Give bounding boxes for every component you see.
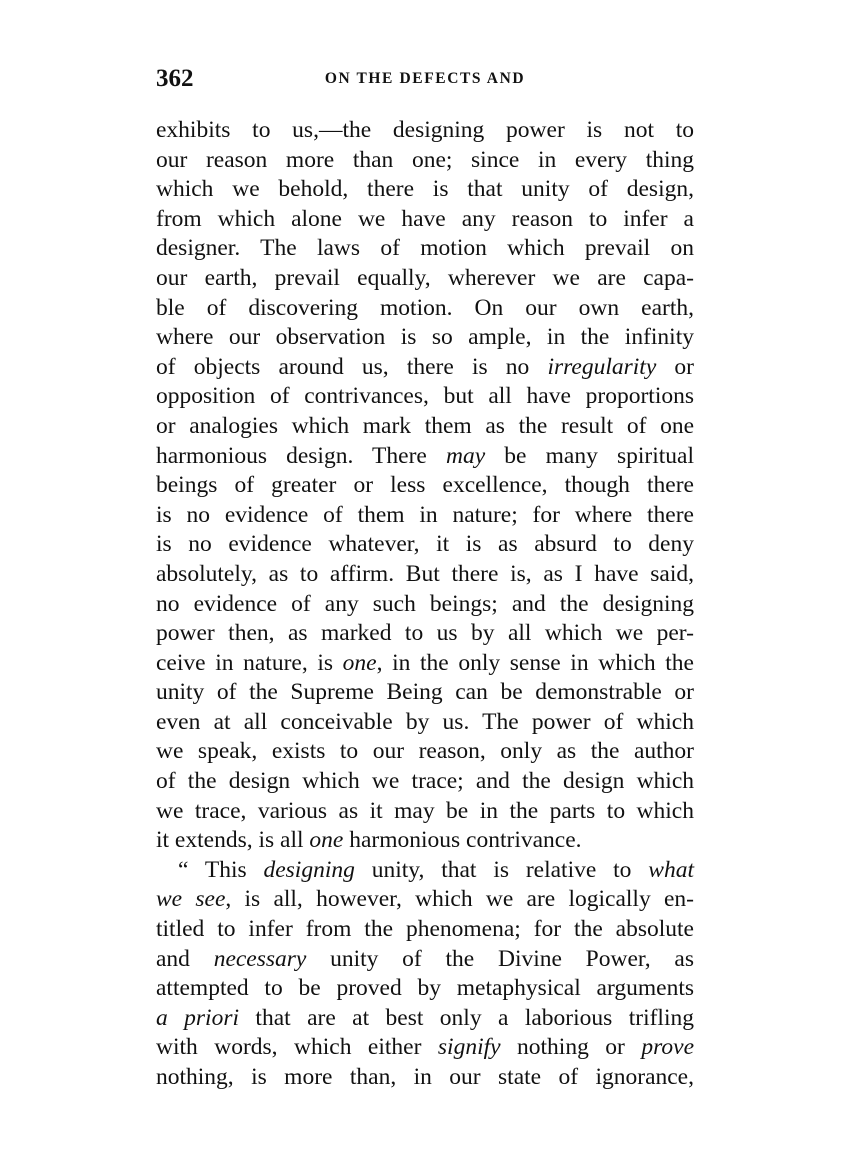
body-text	[156, 116, 694, 1093]
text-run: or	[656, 353, 695, 380]
text-run: from which alone we have any reason to infer a	[156, 205, 694, 232]
text-run: attempted to be proved by metaphysical arguments	[156, 975, 694, 1002]
text-line	[156, 885, 694, 915]
italic-text: prove	[641, 1034, 694, 1061]
text-line	[156, 471, 694, 501]
italic-text: what	[648, 856, 694, 883]
text-run: is no evidence whatever, it is as absurd to deny	[156, 531, 694, 558]
text-line	[156, 264, 694, 294]
running-head	[156, 64, 694, 94]
text-run: harmonious contrivance.	[343, 827, 582, 854]
text-line	[156, 974, 694, 1004]
text-run: power then, as marked to us by all which we per-	[156, 620, 694, 647]
text-run: with words, which either	[156, 1034, 438, 1061]
text-line	[156, 915, 694, 945]
italic-text: designing	[263, 856, 355, 883]
text-run: we trace, various as it may be in the parts to which	[156, 797, 694, 824]
text-line	[156, 294, 694, 324]
text-line	[156, 1004, 694, 1034]
text-run: ceive in nature, is	[156, 649, 343, 676]
text-line	[156, 708, 694, 738]
text-run: absolutely, as to affirm. But there is, as I have said,	[156, 560, 694, 587]
text-run: be many spiritual	[485, 442, 694, 469]
text-line	[156, 945, 694, 975]
italic-text: signify	[437, 1034, 501, 1061]
text-run: unity of the Divine Power, as	[306, 945, 694, 972]
text-line	[156, 826, 694, 856]
text-line	[156, 116, 694, 146]
text-line	[156, 1033, 694, 1063]
text-line	[156, 442, 694, 472]
text-line	[156, 205, 694, 235]
text-run: of objects around us, there is no	[156, 353, 548, 380]
text-run: our earth, prevail equally, wherever we are capa-	[156, 264, 694, 291]
text-run: our reason more than one; since in every thing	[156, 146, 694, 173]
text-run: ble of discovering motion. On our own earth,	[156, 294, 694, 321]
text-run: nothing, is more than, in our state of ignorance,	[156, 1064, 694, 1090]
text-line	[156, 412, 694, 442]
text-run: even at all conceivable by us. The power of which	[156, 708, 694, 735]
text-run: designer. The laws of motion which prevail on	[156, 235, 694, 262]
text-run: exhibits to us,—the designing power is not to	[156, 117, 694, 143]
text-line	[156, 590, 694, 620]
text-line	[156, 382, 694, 412]
italic-text: one	[309, 827, 344, 854]
text-run: , in the only sense in which the	[376, 649, 694, 676]
text-line	[156, 619, 694, 649]
text-run: that are at best only a laborious trifling	[239, 1004, 694, 1031]
text-run: opposition of contrivances, but all have proportions	[156, 383, 694, 410]
text-line	[156, 323, 694, 353]
text-run: it extends, is all	[156, 827, 310, 854]
text-line	[156, 1063, 694, 1093]
text-line	[156, 797, 694, 827]
text-run: unity, that is relative to	[354, 856, 649, 883]
text-line	[156, 767, 694, 797]
text-line	[156, 234, 694, 264]
text-line	[156, 501, 694, 531]
text-run: titled to infer from the phenomena; for the absolute	[156, 916, 694, 943]
text-run: which we behold, there is that unity of design,	[156, 176, 694, 203]
text-run: and	[156, 945, 214, 972]
text-run: unity of the Supreme Being can be demonstrable or	[156, 679, 694, 706]
text-line	[156, 678, 694, 708]
text-line	[156, 146, 694, 176]
text-run: beings of greater or less excellence, though there	[156, 472, 694, 499]
italic-text: one	[342, 649, 377, 676]
italic-text: may	[446, 442, 486, 469]
text-line	[156, 353, 694, 383]
text-line	[156, 649, 694, 679]
text-run: where our observation is so ample, in the infinity	[156, 324, 694, 351]
text-run: of the design which we trace; and the design which	[156, 768, 694, 795]
italic-text: we see	[156, 886, 226, 913]
italic-text: a priori	[156, 1004, 240, 1031]
text-run: “ This	[178, 856, 264, 883]
text-line	[156, 175, 694, 205]
text-run: is no evidence of them in nature; for where there	[156, 501, 694, 528]
text-run: or analogies which mark them as the result of one	[156, 412, 694, 439]
text-line	[156, 737, 694, 767]
italic-text: irregularity	[547, 353, 657, 380]
text-run: , is all, however, which we are logically en-	[225, 886, 694, 913]
text-line	[156, 856, 694, 886]
text-run: harmonious design. There	[156, 442, 446, 469]
running-title: ON THE DEFECTS AND	[324, 70, 526, 87]
text-run: we speak, exists to our reason, only as the author	[156, 738, 694, 765]
text-line	[156, 530, 694, 560]
page-number: 362	[156, 65, 194, 92]
text-run: nothing or	[500, 1034, 642, 1061]
text-run: no evidence of any such beings; and the designing	[156, 590, 694, 617]
text-line	[156, 560, 694, 590]
italic-text: necessary	[213, 945, 307, 972]
